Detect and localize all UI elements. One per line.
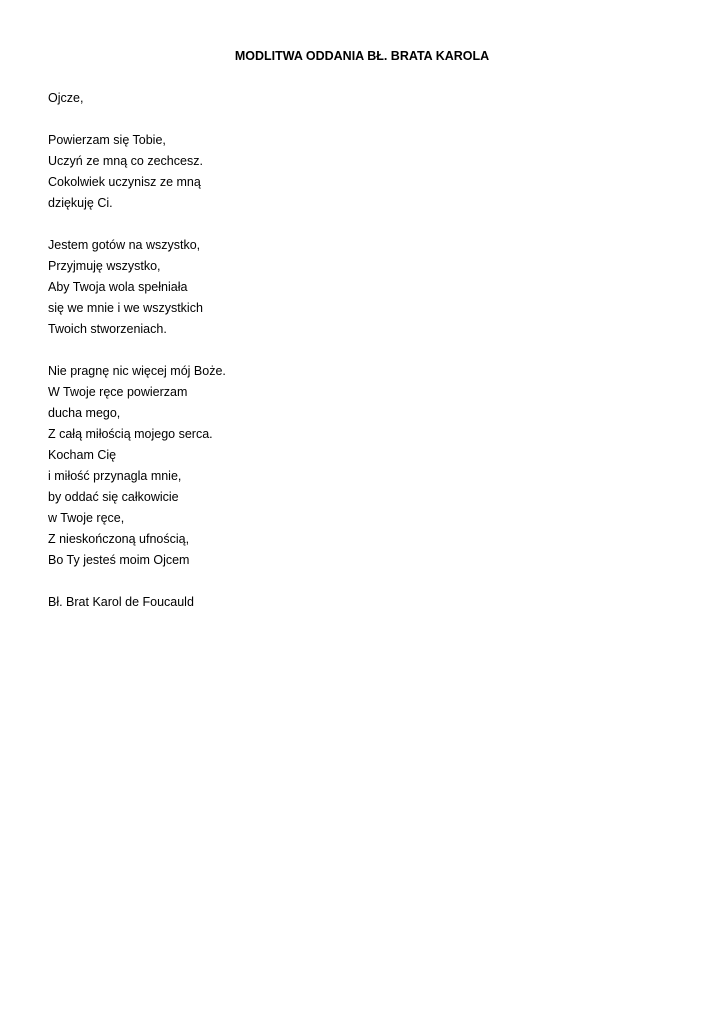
prayer-body [48,88,226,613]
stanza-gap [48,109,226,130]
verse-line: Uczyń ze mną co zechcesz. [48,154,203,168]
verse-line: Twoich stworzeniach. [48,322,167,336]
verse-line: Nie pragnę nic więcej mój Boże. [48,364,226,378]
verse-line: Z całą miłością mojego serca. [48,427,213,441]
verse-line: Kocham Cię [48,448,117,462]
verse-line: Jestem gotów na wszystko, [48,238,201,252]
stanza-1 [48,130,226,214]
verse-line: Aby Twoja wola spełniała [48,280,188,294]
stanza-2 [48,235,226,340]
verse-line: Cokolwiek uczynisz ze mną [48,175,201,189]
stanza-gap [48,340,226,361]
stanza-3 [48,361,226,571]
verse-line: w Twoje ręce, [48,511,125,525]
verse-line: dziękuję Ci. [48,196,113,210]
verse-line: W Twoje ręce powierzam [48,385,188,399]
stanza-gap [48,214,226,235]
stanza-gap [48,571,226,592]
verse-line: Przyjmuję wszystko, [48,259,161,273]
verse-line: Z nieskończoną ufnością, [48,532,190,546]
verse-line: się we mnie i we wszystkich [48,301,203,315]
signature: Bł. Brat Karol de Foucauld [48,595,194,609]
verse-line: i miłość przynagla mnie, [48,469,182,483]
verse-line: by oddać się całkowicie [48,490,179,504]
verse-line: Powierzam się Tobie, [48,133,166,147]
greeting: Ojcze, [48,91,84,105]
document-title: MODLITWA ODDANIA BŁ. BRATA KAROLA [234,49,490,63]
verse-line: ducha mego, [48,406,121,420]
verse-line: Bo Ty jesteś moim Ojcem [48,553,190,567]
